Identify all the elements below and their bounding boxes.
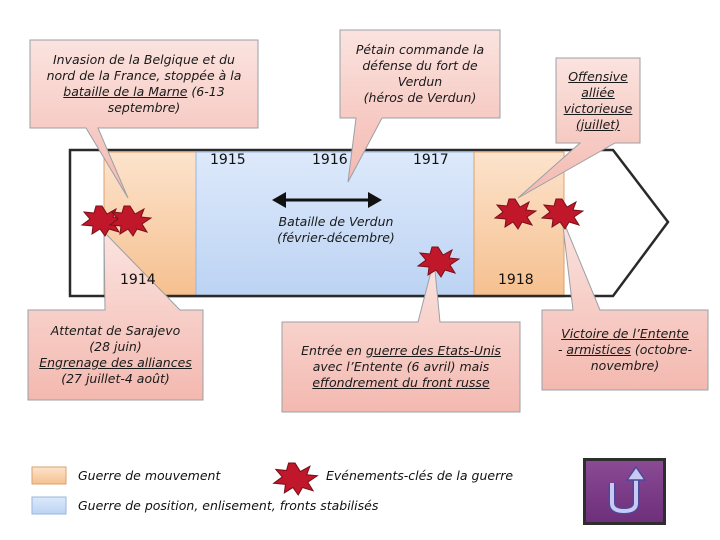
callout-line: Pétain commande la — [355, 42, 485, 57]
callout-line: victorieuse — [563, 100, 633, 116]
callout-line: alliée — [581, 84, 615, 100]
callout-line: Verdun — [397, 74, 443, 89]
year-1914: 1914 — [120, 272, 156, 288]
callout-line: septembre) — [107, 100, 181, 115]
callout-text: Entrée en — [301, 343, 366, 358]
verdun-label — [258, 210, 414, 250]
verdun-label-line: Bataille de Verdun — [278, 214, 394, 229]
callout-petain — [340, 30, 500, 118]
legend-mouvement: Guerre de mouvement — [78, 468, 221, 483]
callout-line — [47, 84, 242, 100]
legend-position: Guerre de position, enlisement, fronts stabilisés — [78, 498, 379, 513]
callout-line — [301, 343, 501, 359]
u-turn-arrow-icon — [586, 461, 663, 522]
callout-text: (octobre- — [630, 342, 693, 357]
callout-line: nord de la France, stoppée à la — [46, 68, 242, 83]
callout-line: novembre) — [590, 358, 660, 373]
year-1918: 1918 — [498, 272, 534, 288]
legend-evenements: Evénements-clés de la guerre — [326, 468, 514, 483]
legend-explosion-icon — [274, 463, 318, 495]
callout-line: Victoire de l’Entente — [561, 326, 689, 341]
legend-swatch-mouvement — [32, 467, 66, 484]
callout-line: (27 juillet-4 août) — [61, 371, 170, 386]
year-1916: 1916 — [312, 152, 348, 168]
callout-line: (28 juin) — [89, 339, 142, 354]
callout-line: avec l’Entente (6 avril) mais — [312, 359, 490, 374]
callout-line: (héros de Verdun) — [363, 90, 477, 105]
callout-underlined-text: armistices — [566, 342, 631, 357]
callout-line: effondrement du front russe — [312, 375, 490, 390]
callout-line: Engrenage des alliances — [39, 355, 192, 370]
callout-line: défense du fort de — [362, 58, 478, 73]
callout-offensive — [556, 58, 640, 143]
callout-text: - — [557, 342, 567, 357]
callout-line — [558, 342, 692, 358]
callout-usa — [282, 322, 520, 412]
callout-underlined-text: guerre des Etats-Unis — [365, 343, 501, 358]
verdun-label-line: (février-décembre) — [277, 230, 395, 245]
callout-underlined-text: bataille de la Marne — [63, 84, 188, 99]
year-1917: 1917 — [413, 152, 449, 168]
callout-line: Attentat de Sarajevo — [50, 323, 181, 338]
return-button[interactable] — [583, 458, 666, 525]
callout-belgique — [30, 40, 258, 128]
callout-line: (juillet) — [575, 116, 621, 132]
callout-victoire — [542, 310, 708, 390]
year-1915: 1915 — [210, 152, 246, 168]
callout-text: (6-13 — [187, 84, 225, 99]
callout-sarajevo — [28, 310, 203, 400]
callout-line: Invasion de la Belgique et du — [52, 52, 235, 67]
callout-line: Offensive — [568, 68, 628, 84]
legend-swatch-position — [32, 497, 66, 514]
